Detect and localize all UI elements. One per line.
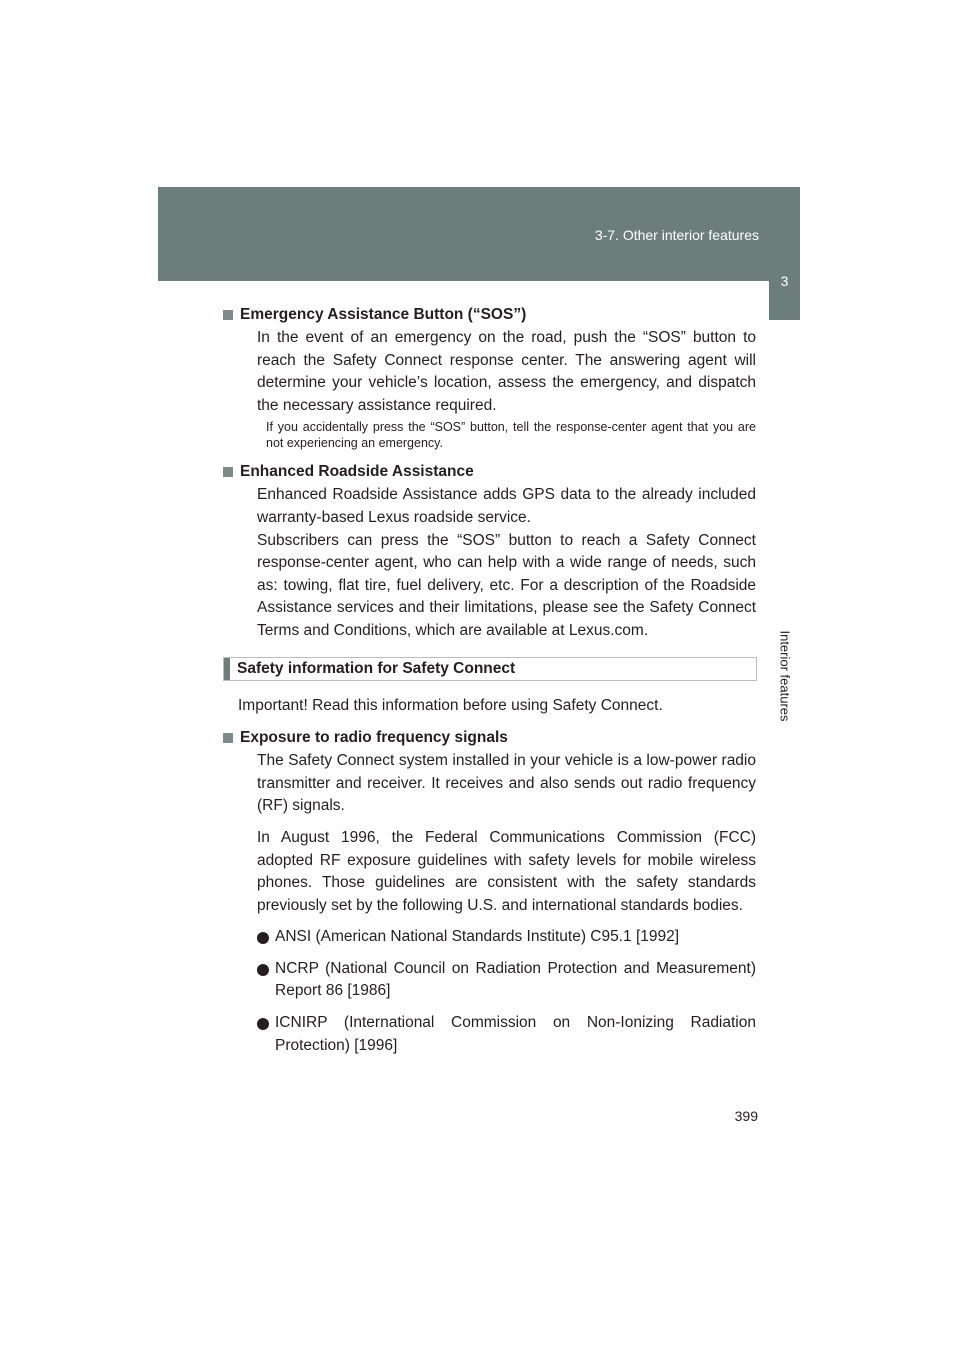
bullet-icnirp: ICNIRP (International Commission on Non-Ionizing Radiation Protection) [1996] — [257, 1012, 756, 1057]
page-number: 399 — [734, 1108, 758, 1124]
intro-safety: Important! Read this information before using Safety Connect. — [238, 696, 663, 714]
section-bar-safety — [223, 657, 757, 681]
header-band — [158, 187, 800, 281]
square-bullet-icon — [223, 733, 233, 743]
paragraph-roadside-1: Enhanced Roadside Assistance adds GPS data to the already included warranty-based Lexus roadside service. — [257, 486, 756, 526]
heading-sos: Emergency Assistance Button (“SOS”) — [223, 303, 739, 327]
square-bullet-icon — [223, 467, 233, 477]
bullet-dot-icon — [257, 964, 269, 976]
heading-roadside: Enhanced Roadside Assistance — [223, 460, 739, 484]
bullet-ansi: ANSI (American National Standards Institute) C95.1 [1992] — [257, 926, 756, 949]
main-content — [237, 303, 756, 1057]
section-marker — [224, 658, 230, 680]
paragraph-rf-1: The Safety Connect system installed in your vehicle is a low-power radio transmitter and receiver. It receives and also sends out radio frequency (RF) signals. — [257, 752, 756, 815]
note-sos: If you accidentally press the “SOS” button, tell the response-center agent that you are not experiencing an emergency. — [266, 420, 756, 451]
square-bullet-icon — [223, 310, 233, 320]
paragraph-sos: In the event of an emergency on the road, push the “SOS” button to reach the Safety Connect response center. The answering agent will determine your vehicle’s location, assess the emergency, and dispatch the necessary assistance required. — [257, 329, 756, 414]
section-title: Safety information for Safety Connect — [237, 659, 516, 677]
bullet-dot-icon — [257, 932, 269, 944]
chapter-number: 3 — [780, 273, 789, 289]
chapter-side-label-text: Interior features — [777, 630, 793, 722]
heading-rf: Exposure to radio frequency signals — [223, 726, 739, 750]
chapter-title: 3-7. Other interior features — [594, 227, 759, 243]
bullet-ncrp: NCRP (National Council on Radiation Protection and Measurement) Report 86 [1986] — [257, 958, 756, 1003]
paragraph-rf-2: In August 1996, the Federal Communications Commission (FCC) adopted RF exposure guidelines with safety levels for mobile wireless phones. Those guidelines are consistent with the safety standards previously set by the following U.S. and international standards bodies. — [257, 828, 756, 914]
chapter-tab — [769, 243, 800, 320]
bullet-dot-icon — [257, 1018, 269, 1030]
paragraph-roadside-2: Subscribers can press the “SOS” button to reach a Safety Connect response-center agent, who can help with a wide range of needs, such as: towing, flat tire, fuel delivery, etc. For a description of the Roadside Assistance services and their limitations, please see the Safety Connect Terms and Conditions, which are available at Lexus.com. — [257, 531, 756, 639]
